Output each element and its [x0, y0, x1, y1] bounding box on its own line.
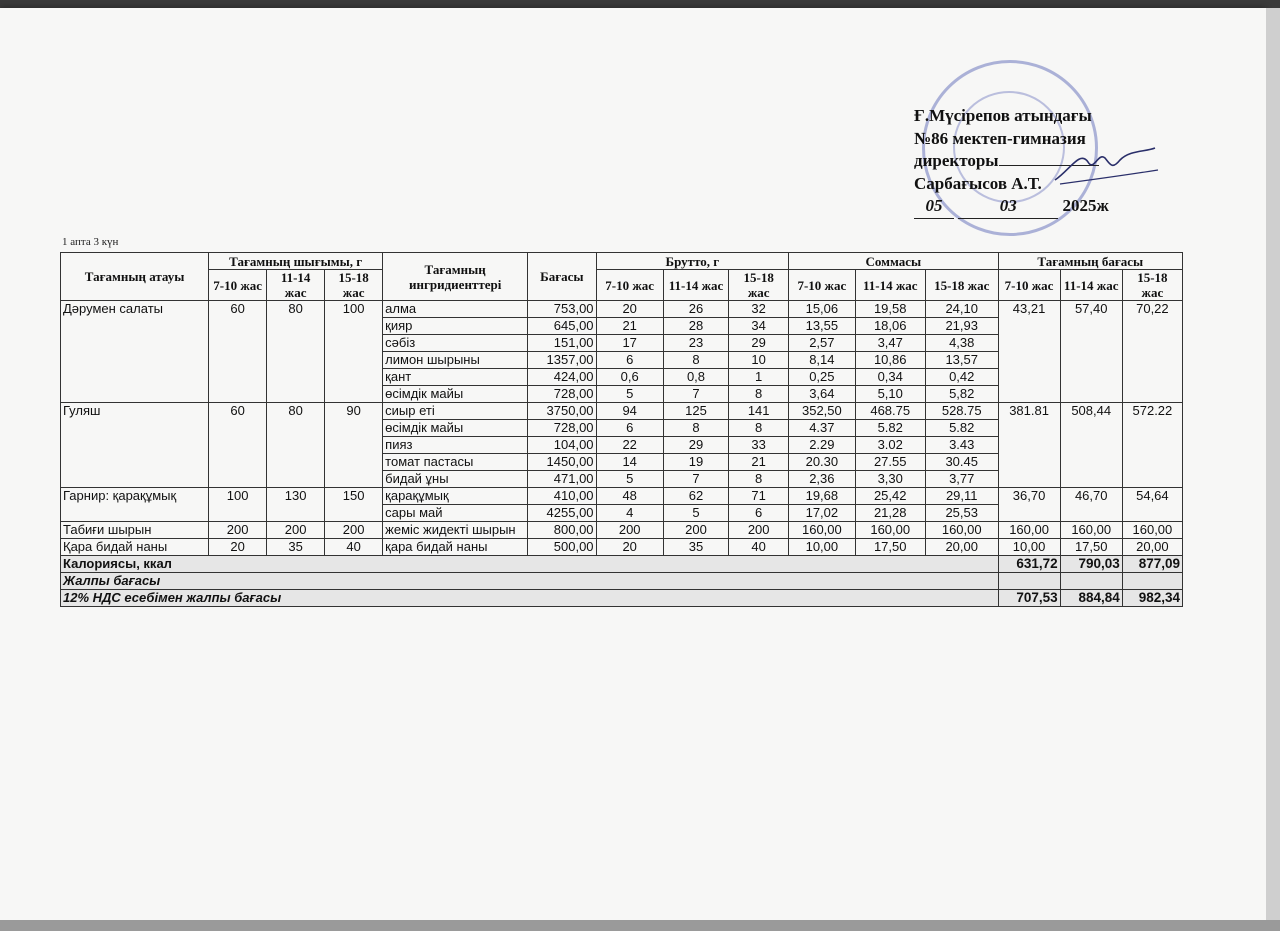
brutto-value: 141 — [729, 403, 789, 420]
brutto-value: 62 — [663, 488, 728, 505]
header-age: 11-14 жас — [663, 270, 728, 301]
brutto-value: 28 — [663, 318, 728, 335]
approval-line-3: директоры — [914, 150, 1164, 173]
sum-value: 160,00 — [855, 522, 925, 539]
calories-value: 877,09 — [1122, 556, 1182, 573]
sum-value: 3,47 — [855, 335, 925, 352]
dish-name: Гуляш — [61, 403, 209, 488]
ingredient-name: өсімдік майы — [383, 386, 528, 403]
sum-value: 160,00 — [925, 522, 998, 539]
dish-price-value: 54,64 — [1122, 488, 1182, 522]
approval-date — [914, 195, 1164, 219]
brutto-value: 0,6 — [596, 369, 663, 386]
sum-value: 0,34 — [855, 369, 925, 386]
ingredient-price: 3750,00 — [528, 403, 596, 420]
dish-price-value: 10,00 — [998, 539, 1060, 556]
ingredient-name: бидай ұны — [383, 471, 528, 488]
empty-cell — [1122, 573, 1182, 590]
ingredient-price: 151,00 — [528, 335, 596, 352]
dish-price-value: 160,00 — [998, 522, 1060, 539]
dish-yield: 35 — [267, 539, 325, 556]
sum-value: 0,42 — [925, 369, 998, 386]
approval-line-1: Ғ.Мүсірепов атындағы — [914, 106, 1092, 125]
ingredient-price: 500,00 — [528, 539, 596, 556]
dish-yield: 60 — [209, 403, 267, 488]
dish-price-value: 160,00 — [1060, 522, 1122, 539]
brutto-value: 19 — [663, 454, 728, 471]
brutto-value: 32 — [729, 301, 789, 318]
sum-value: 19,68 — [789, 488, 855, 505]
header-age: 15-18 жас — [1122, 270, 1182, 301]
dish-price-value: 381.81 — [998, 403, 1060, 488]
total-label: Жалпы бағасы — [61, 573, 999, 590]
brutto-value: 94 — [596, 403, 663, 420]
ingredient-price: 410,00 — [528, 488, 596, 505]
brutto-value: 125 — [663, 403, 728, 420]
ingredient-name: пияз — [383, 437, 528, 454]
brutto-value: 0,8 — [663, 369, 728, 386]
vat-value: 707,53 — [998, 590, 1060, 607]
brutto-value: 6 — [596, 352, 663, 369]
brutto-value: 14 — [596, 454, 663, 471]
dish-yield: 150 — [325, 488, 383, 522]
brutto-value: 5 — [596, 471, 663, 488]
ingredient-name: қара бидай наны — [383, 539, 528, 556]
dish-yield: 80 — [267, 403, 325, 488]
sum-value: 17,02 — [789, 505, 855, 522]
dish-yield: 40 — [325, 539, 383, 556]
dish-price-value: 46,70 — [1060, 488, 1122, 522]
header-age: 7-10 жас — [596, 270, 663, 301]
sum-value: 5,10 — [855, 386, 925, 403]
header-age: 15-18 жас — [925, 270, 998, 301]
dish-yield: 200 — [209, 522, 267, 539]
ingredient-price: 1450,00 — [528, 454, 596, 471]
ingredient-price: 728,00 — [528, 386, 596, 403]
header-age: 11-14 жас — [855, 270, 925, 301]
dish-yield: 20 — [209, 539, 267, 556]
brutto-value: 40 — [729, 539, 789, 556]
ingredient-price: 104,00 — [528, 437, 596, 454]
brutto-value: 5 — [596, 386, 663, 403]
calories-value: 631,72 — [998, 556, 1060, 573]
empty-cell — [1060, 573, 1122, 590]
sum-value: 3,30 — [855, 471, 925, 488]
header-price: Бағасы — [528, 253, 596, 301]
brutto-value: 29 — [729, 335, 789, 352]
dish-price-value: 508,44 — [1060, 403, 1122, 488]
dish-name: Гарнир: қарақұмық — [61, 488, 209, 522]
header-ingredients: Тағамның ингридиенттері — [383, 253, 528, 301]
sum-value: 160,00 — [789, 522, 855, 539]
sum-value: 4.37 — [789, 420, 855, 437]
header-age: 11-14 жас — [1060, 270, 1122, 301]
brutto-value: 20 — [596, 539, 663, 556]
brutto-value: 22 — [596, 437, 663, 454]
sum-value: 10,86 — [855, 352, 925, 369]
header-age: 7-10 жас — [998, 270, 1060, 301]
ingredient-name: алма — [383, 301, 528, 318]
vat-value: 884,84 — [1060, 590, 1122, 607]
ingredient-name: қияр — [383, 318, 528, 335]
header-age: 15-18 жас — [729, 270, 789, 301]
sum-value: 30.45 — [925, 454, 998, 471]
sum-value: 3.43 — [925, 437, 998, 454]
dish-price-value: 20,00 — [1122, 539, 1182, 556]
brutto-value: 26 — [663, 301, 728, 318]
brutto-value: 21 — [729, 454, 789, 471]
header-yield: Тағамның шығымы, г — [209, 253, 383, 270]
brutto-value: 200 — [596, 522, 663, 539]
ingredient-price: 424,00 — [528, 369, 596, 386]
ingredient-price: 800,00 — [528, 522, 596, 539]
brutto-value: 8 — [663, 352, 728, 369]
director-signature — [1050, 140, 1160, 190]
brutto-value: 29 — [663, 437, 728, 454]
photo-top-edge — [0, 0, 1280, 8]
date-year: 2025ж — [1062, 196, 1109, 215]
ingredient-name: томат пастасы — [383, 454, 528, 471]
dish-name: Дәрумен салаты — [61, 301, 209, 403]
date-month: 03 — [958, 195, 1058, 219]
menu-body — [61, 301, 1183, 556]
ingredient-price: 4255,00 — [528, 505, 596, 522]
sum-value: 5,82 — [925, 386, 998, 403]
sum-value: 25,42 — [855, 488, 925, 505]
totals-body — [61, 556, 1183, 607]
approval-line-4: Сарбағысов А.Т. — [914, 173, 1042, 193]
ingredient-name: жеміс жидекті шырын — [383, 522, 528, 539]
brutto-value: 10 — [729, 352, 789, 369]
header-age: 15-18 жас — [325, 270, 383, 301]
sum-value: 352,50 — [789, 403, 855, 420]
brutto-value: 8 — [663, 420, 728, 437]
header-age: 7-10 жас — [209, 270, 267, 301]
brutto-value: 20 — [596, 301, 663, 318]
brutto-value: 48 — [596, 488, 663, 505]
brutto-value: 71 — [729, 488, 789, 505]
sum-value: 4,38 — [925, 335, 998, 352]
sum-value: 13,57 — [925, 352, 998, 369]
sum-value: 528.75 — [925, 403, 998, 420]
ingredient-price: 1357,00 — [528, 352, 596, 369]
sum-value: 3,77 — [925, 471, 998, 488]
header-sum: Соммасы — [789, 253, 998, 270]
menu-table — [60, 252, 1183, 607]
day-label: 1 апта 3 күн — [62, 236, 119, 248]
brutto-value: 8 — [729, 471, 789, 488]
total-row — [61, 573, 1183, 590]
ingredient-name: лимон шырыны — [383, 352, 528, 369]
vat-row — [61, 590, 1183, 607]
brutto-value: 4 — [596, 505, 663, 522]
header-dish: Тағамның атауы — [61, 253, 209, 301]
ingredient-name: өсімдік майы — [383, 420, 528, 437]
sum-value: 468.75 — [855, 403, 925, 420]
ingredient-name: қант — [383, 369, 528, 386]
dish-price-value: 160,00 — [1122, 522, 1182, 539]
header-brutto: Брутто, г — [596, 253, 789, 270]
sum-value: 5.82 — [925, 420, 998, 437]
header-age: 11-14 жас — [267, 270, 325, 301]
sum-value: 13,55 — [789, 318, 855, 335]
brutto-value: 6 — [596, 420, 663, 437]
brutto-value: 33 — [729, 437, 789, 454]
sum-value: 24,10 — [925, 301, 998, 318]
dish-yield: 60 — [209, 301, 267, 403]
brutto-value: 7 — [663, 386, 728, 403]
brutto-value: 7 — [663, 471, 728, 488]
date-day: 05 — [914, 195, 954, 219]
sum-value: 0,25 — [789, 369, 855, 386]
brutto-value: 200 — [729, 522, 789, 539]
vat-label: 12% НДС есебімен жалпы бағасы — [61, 590, 999, 607]
calories-row — [61, 556, 1183, 573]
sum-value: 20,00 — [925, 539, 998, 556]
ingredient-price: 471,00 — [528, 471, 596, 488]
dish-name: Қара бидай наны — [61, 539, 209, 556]
sum-value: 3,64 — [789, 386, 855, 403]
brutto-value: 17 — [596, 335, 663, 352]
sum-value: 25,53 — [925, 505, 998, 522]
ingredient-price: 728,00 — [528, 420, 596, 437]
sum-value: 10,00 — [789, 539, 855, 556]
dish-yield: 100 — [325, 301, 383, 403]
brutto-value: 35 — [663, 539, 728, 556]
brutto-value: 200 — [663, 522, 728, 539]
dish-yield: 200 — [325, 522, 383, 539]
dish-yield: 100 — [209, 488, 267, 522]
calories-value: 790,03 — [1060, 556, 1122, 573]
sum-value: 2.29 — [789, 437, 855, 454]
brutto-value: 23 — [663, 335, 728, 352]
sum-value: 2,36 — [789, 471, 855, 488]
brutto-value: 21 — [596, 318, 663, 335]
ingredient-name: сәбіз — [383, 335, 528, 352]
dish-price-value: 36,70 — [998, 488, 1060, 522]
ingredient-name: сиыр еті — [383, 403, 528, 420]
sum-value: 20.30 — [789, 454, 855, 471]
calories-label: Калориясы, ккал — [61, 556, 999, 573]
header-age: 7-10 жас — [789, 270, 855, 301]
brutto-value: 8 — [729, 386, 789, 403]
table-row — [61, 522, 1183, 539]
dish-price-value: 572.22 — [1122, 403, 1182, 488]
sum-value: 27.55 — [855, 454, 925, 471]
dish-price-value: 57,40 — [1060, 301, 1122, 403]
sum-value: 21,93 — [925, 318, 998, 335]
dish-price-value: 70,22 — [1122, 301, 1182, 403]
photo-bottom-edge — [0, 920, 1280, 931]
approval-line-2: №86 мектеп-гимназия — [914, 128, 1086, 148]
ingredient-price: 645,00 — [528, 318, 596, 335]
sum-value: 29,11 — [925, 488, 998, 505]
table-row — [61, 301, 1183, 318]
dish-yield: 80 — [267, 301, 325, 403]
vat-value: 982,34 — [1122, 590, 1182, 607]
sum-value: 3.02 — [855, 437, 925, 454]
dish-yield: 130 — [267, 488, 325, 522]
brutto-value: 1 — [729, 369, 789, 386]
sum-value: 17,50 — [855, 539, 925, 556]
dish-yield: 200 — [267, 522, 325, 539]
dish-price-value: 17,50 — [1060, 539, 1122, 556]
brutto-value: 8 — [729, 420, 789, 437]
sum-value: 8,14 — [789, 352, 855, 369]
brutto-value: 34 — [729, 318, 789, 335]
table-row — [61, 488, 1183, 505]
ingredient-name: сары май — [383, 505, 528, 522]
header-dish-price: Тағамның бағасы — [998, 253, 1183, 270]
sum-value: 19,58 — [855, 301, 925, 318]
dish-price-value: 43,21 — [998, 301, 1060, 403]
dish-yield: 90 — [325, 403, 383, 488]
table-row — [61, 403, 1183, 420]
sum-value: 5.82 — [855, 420, 925, 437]
empty-cell — [998, 573, 1060, 590]
dish-name: Табиғи шырын — [61, 522, 209, 539]
sum-value: 18,06 — [855, 318, 925, 335]
brutto-value: 5 — [663, 505, 728, 522]
sum-value: 2,57 — [789, 335, 855, 352]
ingredient-name: қарақұмық — [383, 488, 528, 505]
sum-value: 15,06 — [789, 301, 855, 318]
brutto-value: 6 — [729, 505, 789, 522]
table-row — [61, 539, 1183, 556]
sum-value: 21,28 — [855, 505, 925, 522]
photo-right-edge — [1266, 8, 1280, 920]
ingredient-price: 753,00 — [528, 301, 596, 318]
